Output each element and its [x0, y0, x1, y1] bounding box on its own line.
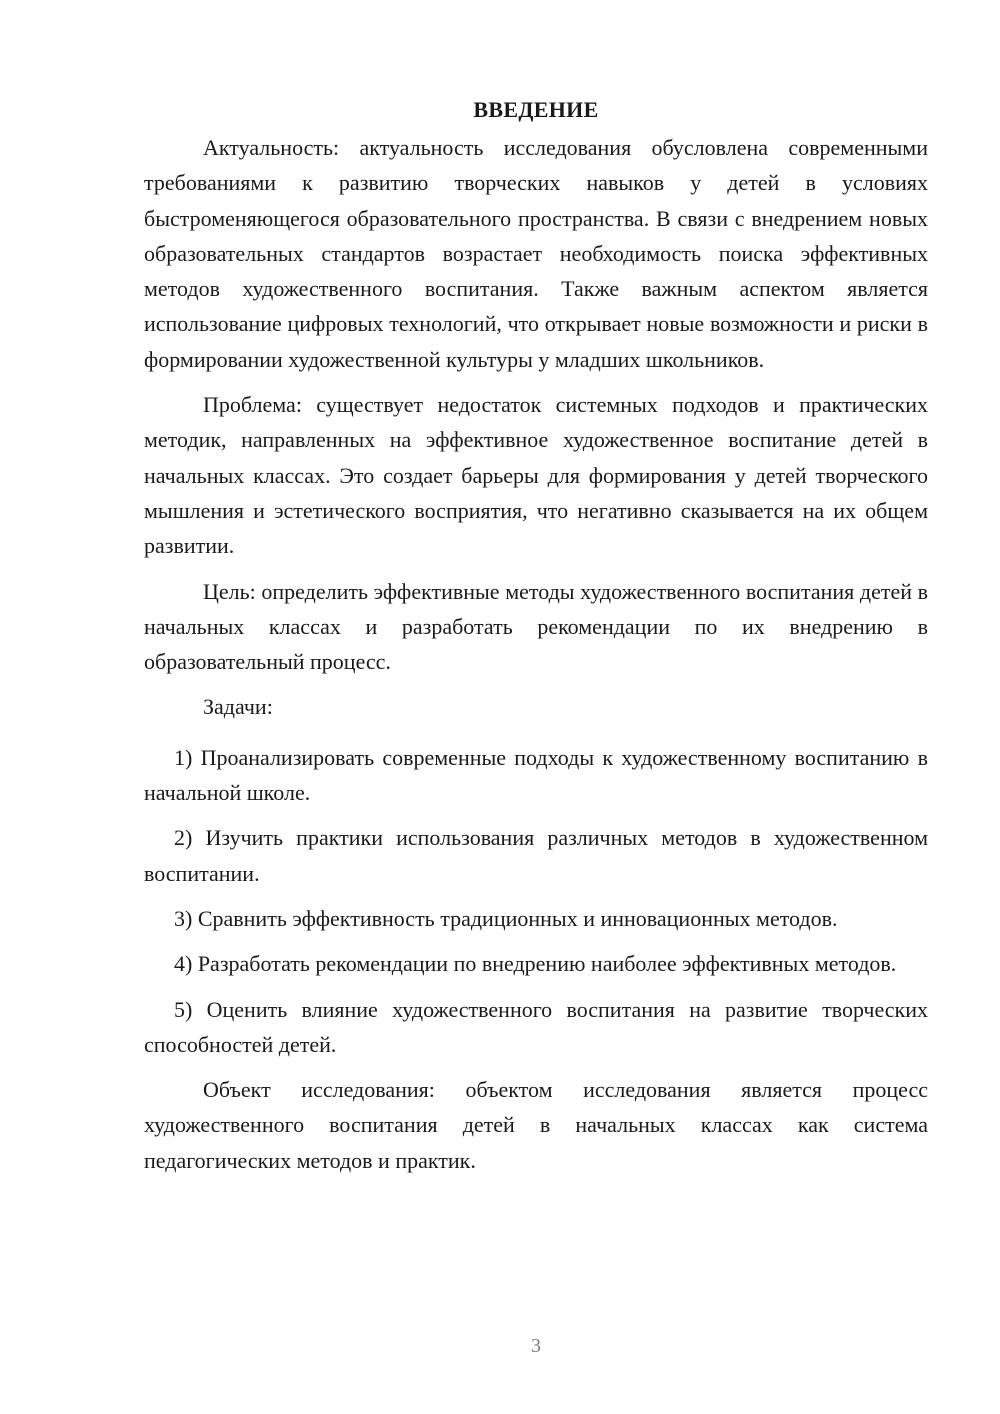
section-title: ВВЕДЕНИЕ [473, 97, 599, 122]
page-number-footer [0, 1332, 1000, 1360]
object-paragraph: Объект исследования: объектом исследования является процесс художественного воспитания детей в начальных классах как система педагогических методов и практик. [144, 1077, 928, 1173]
task-item: 4) Разработать рекомендации по внедрению наиболее эффективных методов. [174, 951, 897, 977]
document-body [144, 92, 928, 1188]
task-item: 1) Проанализировать современные подходы к художественному воспитанию в начальной школе. [144, 744, 928, 806]
relevance-paragraph: Актуальность: актуальность исследования обусловлена современными требованиями к развитию творческих навыков у детей в условиях быстроменяющегося образовательного пространства. В связи с внедрением новых образовательных стандартов возрастает необходимость поиска эффективных методов художественного воспитания. Также важным аспектом является использование цифровых технологий, что открывает новые возможности и риски в формировании художественной культуры у младших школьников. [144, 135, 928, 372]
goal-paragraph: Цель: определить эффективные методы художественного воспитания детей в начальных классах и разработать рекомендации по их внедрению в образовательный процесс. [144, 578, 928, 675]
task-item: 5) Оценить влияние художественного воспитания на развитие творческих способностей детей. [144, 996, 928, 1057]
tasks-heading: Задачи: [203, 694, 273, 720]
page-number: 3 [531, 1335, 541, 1357]
task-item: 3) Сравнить эффективность традиционных и инновационных методов. [174, 905, 838, 931]
task-item: 2) Изучить практики использования различных методов в художественном воспитании. [144, 825, 928, 886]
tasks-list [144, 740, 928, 1062]
problem-paragraph: Проблема: существует недостаток системных подходов и практических методик, направленных на эффективное художественное воспитание детей в начальных классах. Это создает барьеры для формирования у детей творческого мышления и эстетического восприятия, что негативно сказывается на их общем развитии. [144, 392, 928, 559]
